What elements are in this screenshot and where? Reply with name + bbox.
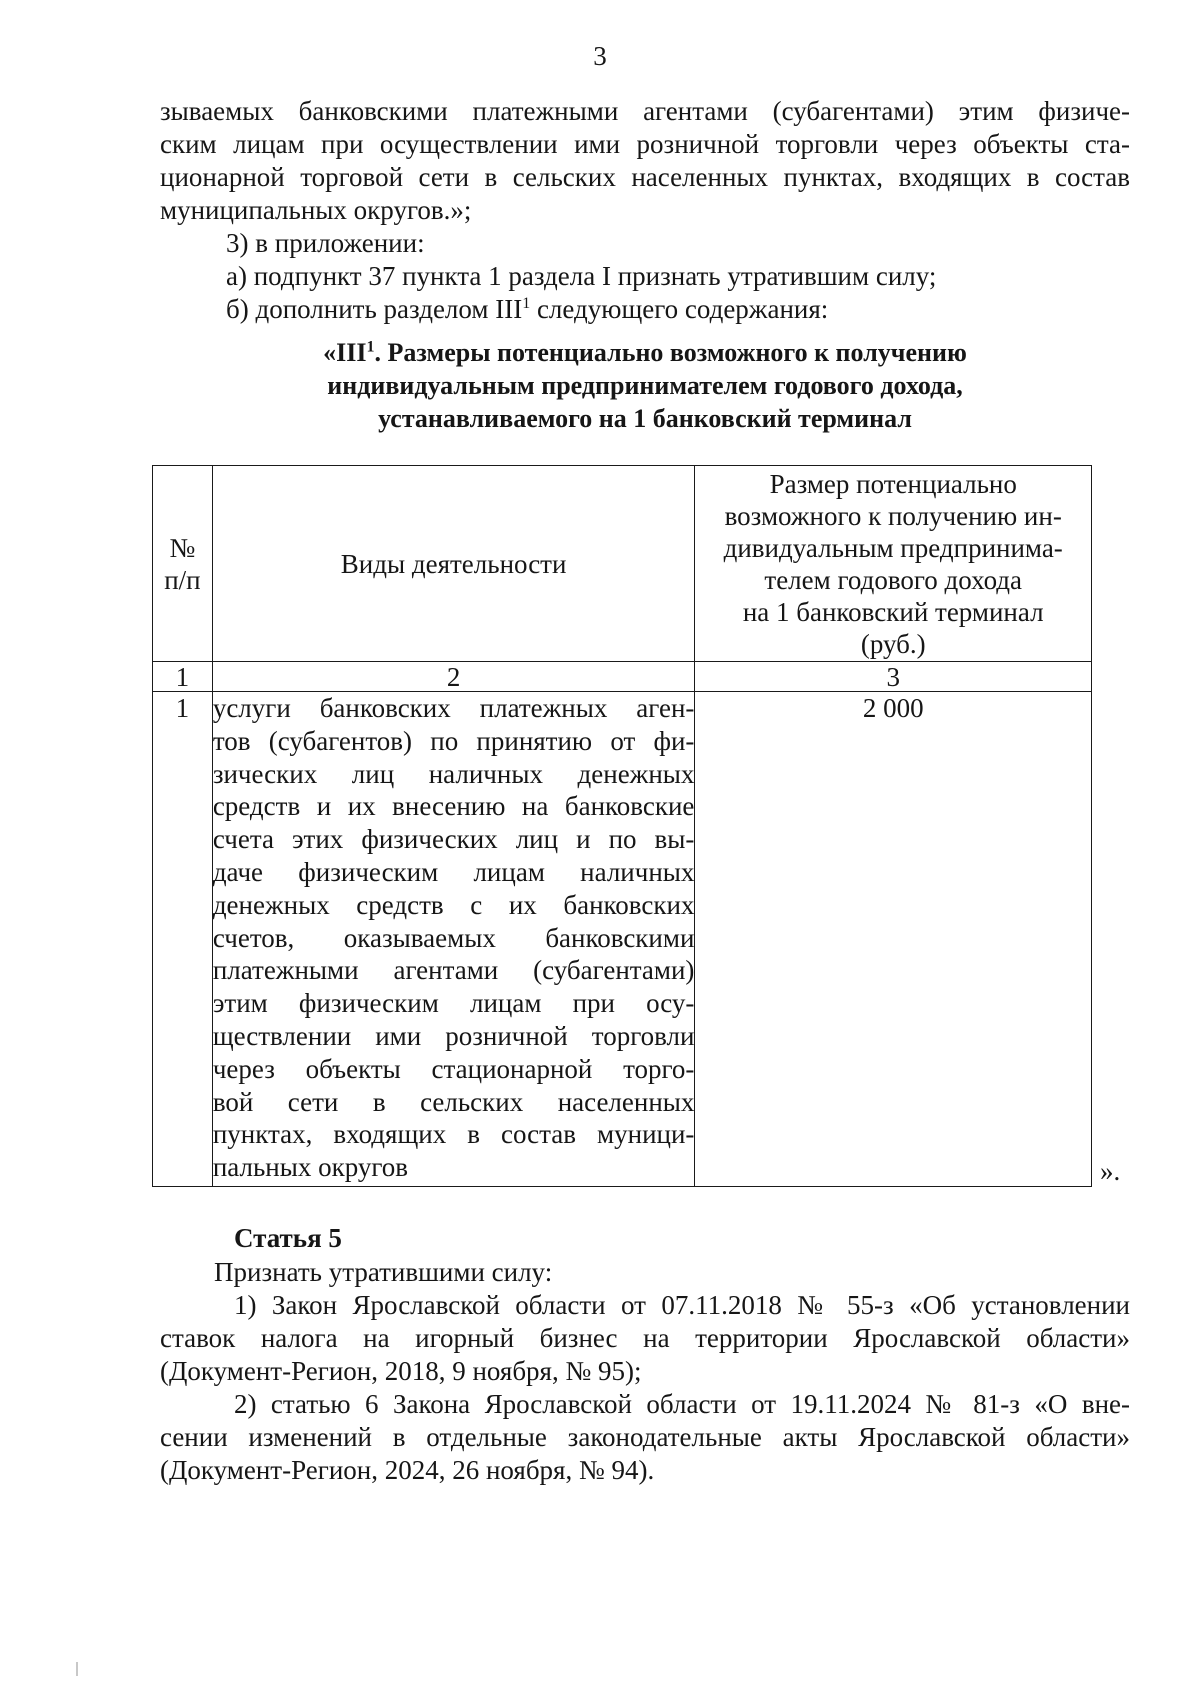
activity-line: вой сети в сельских населенных (212, 1086, 695, 1117)
article-item-1-line: (Документ-Регион, 2018, 9 ноября, № 95); (160, 1356, 642, 1386)
section-title-line-3: устанавливаемого на 1 банковский терминал (378, 404, 912, 433)
item-3-text: 3) в приложении: (226, 228, 425, 258)
activity-line: этим физическим лицам при осу- (212, 988, 695, 1019)
row-number: 1 (153, 692, 213, 1187)
header-number-line-1: № (169, 532, 196, 563)
article-item-2-line: (Документ-Регион, 2024, 26 ноября, № 94). (160, 1455, 655, 1485)
activity-line: счета этих физических лиц и по вы- (212, 824, 695, 855)
activity-line: ществлении ими розничной торговли (212, 1020, 695, 1051)
intro-line: муниципальных округов.»; (160, 195, 472, 225)
intro-line: зываемых банковскими платежными агентами (субагентами) этим физиче- (160, 96, 1130, 126)
item-b-before: б) дополнить разделом III (226, 294, 523, 324)
section-title-line-1 (160, 336, 1130, 369)
header-income-line: телем годового дохода (764, 565, 1023, 595)
activity-line: даче физическим лицам наличных (212, 856, 695, 887)
row-activity (212, 692, 695, 1187)
item-b-superscript: 1 (522, 295, 531, 312)
header-number-line-2: п/п (164, 564, 201, 595)
section-title (160, 336, 1130, 435)
article-intro: Признать утратившими силу: (214, 1257, 553, 1287)
activity-line: пунктах, входящих в состав муници- (212, 1119, 695, 1150)
activity-line: счетов, оказываемых банковскими (212, 922, 695, 953)
column-number: 2 (212, 662, 695, 692)
header-income-line: Размер потенциально (769, 469, 1017, 499)
article-item-2-line: 2) статью 6 Закона Ярославской области от 19.11.2024 № 81-з «О вне- (234, 1389, 1130, 1419)
section-title-superscript: 1 (366, 338, 375, 356)
intro-paragraph (160, 95, 1130, 326)
item-b-after: следующего содержания: (530, 294, 829, 324)
activity-line: платежными агентами (субагентами) (212, 955, 695, 986)
article-item-1-line: ставок налога на игорный бизнес на территории Ярославской области» (160, 1323, 1130, 1353)
intro-line: ским лицам при осуществлении ими розничной торговли через объекты ста- (160, 129, 1130, 159)
header-income-line: на 1 банковский терминал (742, 597, 1044, 627)
table-closing-quote: ». (1100, 1156, 1121, 1186)
activity-line: денежных средств с их банковских (212, 889, 695, 920)
activity-line: средств и их внесению на банковские (212, 791, 695, 822)
header-income (695, 466, 1092, 662)
item-a-text: а) подпункт 37 пункта 1 раздела I признать утратившим силу; (226, 261, 937, 291)
activity-line: услуги банковских платежных аген- (212, 693, 695, 723)
table-header-row (153, 466, 1092, 662)
activity-line: через объекты стационарной торго- (212, 1053, 695, 1084)
activity-line: тов (субагентов) по принятию от фи- (212, 725, 695, 756)
item-b-text (160, 293, 1130, 326)
activity-line: зических лиц наличных денежных (212, 758, 695, 789)
article-item-2-line: сении изменений в отдельные законодательные акты Ярославской области» (160, 1422, 1130, 1452)
header-income-line: (руб.) (860, 629, 926, 659)
header-activity: Виды деятельности (212, 466, 695, 662)
header-income-line: дивидуальным предпринима- (723, 533, 1063, 563)
column-number: 1 (153, 662, 213, 692)
income-table (152, 465, 1092, 1187)
header-number (153, 466, 213, 662)
column-number-row (153, 662, 1092, 692)
header-income-line: возможного к получению ин- (724, 501, 1062, 531)
row-income-value: 2 000 (695, 692, 1092, 1187)
intro-line: ционарной торговой сети в сельских населенных пунктах, входящих в состав (160, 162, 1130, 192)
activity-line: пальных округов (212, 1152, 409, 1183)
article-body (160, 1256, 1130, 1487)
page-number: 3 (593, 41, 607, 71)
column-number: 3 (695, 662, 1092, 692)
section-title-rest: . Размеры потенциально возможного к получению (374, 338, 967, 367)
scan-artifact (76, 1662, 78, 1676)
table-row (153, 692, 1092, 1187)
section-title-line-2: индивидуальным предпринимателем годового дохода, (327, 371, 963, 400)
section-title-prefix: «III (323, 338, 367, 367)
article-title: Статья 5 (234, 1223, 342, 1253)
article-item-1-line: 1) Закон Ярославской области от 07.11.2018 № 55-з «Об установлении (234, 1290, 1130, 1320)
